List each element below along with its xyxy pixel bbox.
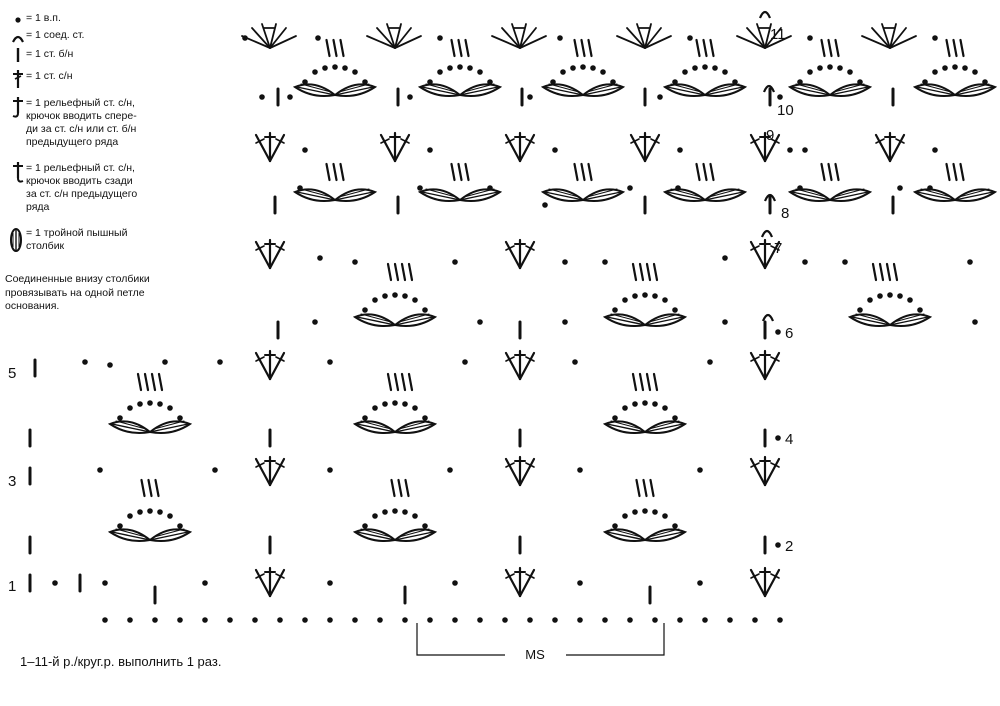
chain-stitch: [417, 185, 423, 191]
dc-cluster-v: [506, 240, 534, 268]
chain-arch: [612, 508, 678, 529]
chain-stitch: [327, 617, 333, 623]
chain-stitch: [302, 617, 308, 623]
puff-stitch-pair: [915, 84, 995, 96]
puff-stitch-pair: [605, 421, 685, 433]
chain-stitch: [677, 147, 683, 153]
chain-stitch: [677, 617, 683, 623]
chain-stitch: [452, 580, 458, 586]
dc-cluster-v: [256, 457, 284, 485]
row-number-8: 8: [781, 205, 790, 222]
chain-stitch: [317, 255, 323, 261]
chain-stitch: [312, 319, 318, 325]
chain-stitch: [777, 94, 783, 100]
legend-item-single-crochet: = 1 ст. б/н: [0, 48, 235, 62]
puff-stitch-pair: [605, 314, 685, 326]
chain-stitch: [327, 467, 333, 473]
chain-stitch: [227, 617, 233, 623]
chain-stitch: [97, 467, 103, 473]
slip-stitch: [763, 315, 773, 321]
chain-stitch: [675, 185, 681, 191]
puff-stitch-pair: [420, 189, 500, 201]
chain-stitch: [487, 185, 493, 191]
chain-arch: [672, 64, 738, 85]
chain-stitch: [527, 94, 533, 100]
dc-cluster-v: [751, 568, 779, 596]
chain-stitch: [437, 35, 443, 41]
post-stitches: [633, 264, 657, 280]
puff-stitch-pair: [665, 84, 745, 96]
row-number-7: 7: [774, 240, 783, 257]
dc-cluster-v: [751, 133, 779, 161]
dc-cluster-v: [751, 457, 779, 485]
chain-stitch: [447, 467, 453, 473]
chain-stitch: [775, 542, 781, 548]
chain-stitch: [452, 259, 458, 265]
puff-stitch-pair: [295, 84, 375, 96]
puff-stitch-pair: [110, 529, 190, 541]
row-number-6: 6: [785, 325, 794, 342]
chain-stitch: [552, 147, 558, 153]
slip-stitch: [760, 12, 770, 18]
post-stitches: [452, 164, 469, 180]
joined-stitches-note: Соединенные внизу столбики провязывать на одной петле основания.: [5, 273, 150, 312]
puff-stitch-pair: [355, 529, 435, 541]
legend-item-slip-stitch: = 1 соед. ст.: [0, 29, 235, 43]
dc-fan: [367, 24, 421, 48]
row-number-2: 2: [785, 538, 794, 555]
puff-stitch-pair: [420, 84, 500, 96]
chain-stitch: [352, 617, 358, 623]
chain-stitch: [259, 94, 265, 100]
puff-stitch-pair: [355, 421, 435, 433]
puff-stitch-pair: [110, 421, 190, 433]
chain-stitch: [572, 359, 578, 365]
chain-stitch: [727, 617, 733, 623]
chain-arch: [922, 64, 988, 85]
puff-stitch-pair: [295, 189, 375, 201]
chain-stitch: [542, 202, 548, 208]
chain-stitch: [427, 617, 433, 623]
chain-stitch: [577, 467, 583, 473]
chain-stitch: [177, 617, 183, 623]
dc-cluster-v: [631, 133, 659, 161]
chain-stitch: [327, 580, 333, 586]
dc-fan: [617, 24, 671, 48]
puff-stitch-pair: [915, 189, 995, 201]
chain-stitch: [202, 617, 208, 623]
chain-stitch: [802, 259, 808, 265]
legend-item-chain: = 1 в.п.: [0, 12, 235, 26]
chain-stitch: [777, 617, 783, 623]
dc-cluster-v: [256, 568, 284, 596]
chain-stitch: [327, 359, 333, 365]
post-stitches: [633, 374, 657, 390]
chain-stitch: [897, 185, 903, 191]
dc-cluster-v: [381, 133, 409, 161]
dc-cluster-v: [256, 240, 284, 268]
chain-stitch: [462, 359, 468, 365]
chain-stitch: [252, 617, 258, 623]
slip-stitch: [762, 231, 772, 237]
chain-stitch: [82, 359, 88, 365]
chain-stitch: [722, 319, 728, 325]
chain-arch: [117, 400, 183, 421]
chain-stitch: [797, 185, 803, 191]
chain-arch: [550, 64, 616, 85]
chain-stitch: [967, 259, 973, 265]
chain-stitch: [102, 617, 108, 623]
chain-stitch: [402, 617, 408, 623]
row-number-10: 10: [777, 102, 794, 119]
chain-stitch: [127, 617, 133, 623]
chain-stitch: [722, 255, 728, 261]
chain-stitch: [707, 359, 713, 365]
chain-stitch: [562, 259, 568, 265]
chain-arch: [612, 292, 678, 313]
chain-stitch: [377, 617, 383, 623]
legend-item-puff-stitch: = 1 тройной пышный столбик: [0, 227, 235, 257]
chain-stitch: [652, 617, 658, 623]
puff-stitch-pair: [665, 189, 745, 201]
puff-stitch-pair: [543, 189, 623, 201]
legend-item-back-post-dc: = 1 рельефный ст. с/н, крючок вводить сзади за ст. с/н предыдущего ряда: [0, 162, 235, 218]
puff-stitch-pair: [605, 529, 685, 541]
puff-stitch-pair: [850, 314, 930, 326]
row-number-11: 11: [770, 26, 786, 43]
chain-stitch: [577, 580, 583, 586]
chain-stitch: [302, 147, 308, 153]
post-stitches: [142, 480, 159, 496]
chain-stitch: [477, 617, 483, 623]
chain-stitch: [552, 617, 558, 623]
chain-stitch: [427, 147, 433, 153]
chain-stitch: [842, 259, 848, 265]
chain-stitch: [657, 94, 663, 100]
chain-stitch: [407, 94, 413, 100]
dc-cluster-v: [256, 351, 284, 379]
post-stitches: [947, 164, 964, 180]
post-stitches: [947, 40, 964, 56]
chain-arch: [117, 508, 183, 529]
dc-cluster-v: [751, 351, 779, 379]
chain-stitch: [242, 35, 248, 41]
chain-stitch: [702, 617, 708, 623]
chain-stitch: [932, 35, 938, 41]
chain-arch: [362, 292, 428, 313]
chain-stitch: [602, 259, 608, 265]
footer-instruction: 1–11-й р./круг.р. выполнить 1 раз.: [20, 654, 222, 669]
chain-stitch: [452, 617, 458, 623]
chain-stitch: [602, 617, 608, 623]
chain-stitch: [217, 359, 223, 365]
chain-stitch: [352, 259, 358, 265]
chain-stitch: [807, 35, 813, 41]
post-stitches: [452, 40, 469, 56]
chain-stitch: [107, 362, 113, 368]
dc-fan: [862, 24, 916, 48]
post-stitches: [873, 264, 897, 280]
chain-stitch: [802, 147, 808, 153]
chain-arch: [427, 64, 493, 85]
chain-stitch: [562, 319, 568, 325]
post-stitches: [392, 480, 409, 496]
post-stitches: [138, 374, 162, 390]
chain-stitch: [477, 319, 483, 325]
chain-stitch: [52, 580, 58, 586]
repeat-label: MS: [525, 647, 545, 662]
post-stitches: [822, 164, 839, 180]
dc-cluster-v: [256, 133, 284, 161]
chain-stitch: [152, 617, 158, 623]
puff-stitch-pair: [790, 84, 870, 96]
chain-stitch: [775, 329, 781, 335]
chain-stitch: [315, 35, 321, 41]
dc-cluster-v: [876, 133, 904, 161]
chain-stitch: [162, 359, 168, 365]
post-stitches: [697, 164, 714, 180]
chain-stitch: [287, 94, 293, 100]
chain-stitch: [627, 185, 633, 191]
dc-cluster-v: [506, 351, 534, 379]
dc-cluster-v: [506, 133, 534, 161]
row-number-1: 1: [8, 578, 17, 595]
chain-stitch: [697, 580, 703, 586]
chain-stitch: [697, 467, 703, 473]
post-stitches: [822, 40, 839, 56]
legend-item-front-post-dc: = 1 рельефный ст. с/н, крючок вводить спере- ди за ст. с/н или ст. б/н предыдущего ряда: [0, 97, 235, 153]
chain-arch: [302, 64, 368, 85]
row-number-5: 5: [8, 365, 17, 382]
row-number-3: 3: [8, 473, 17, 490]
chain-stitch: [277, 617, 283, 623]
post-stitches: [327, 40, 344, 56]
chain-arch: [362, 508, 428, 529]
post-stitches: [697, 40, 714, 56]
chain-stitch: [102, 580, 108, 586]
chain-stitch: [787, 147, 793, 153]
repeat-bracket: [417, 623, 664, 662]
chain-arch: [612, 400, 678, 421]
chain-stitch: [557, 35, 563, 41]
chain-stitch: [775, 435, 781, 441]
chain-stitch: [972, 319, 978, 325]
chain-stitch: [577, 617, 583, 623]
row-number-9: 9: [766, 127, 775, 144]
chain-stitch: [687, 35, 693, 41]
chain-arch: [857, 292, 923, 313]
row-number-4: 4: [785, 431, 794, 448]
post-stitches: [388, 374, 412, 390]
dc-fan: [242, 24, 296, 48]
dc-cluster-v: [506, 457, 534, 485]
dc-cluster-v: [506, 568, 534, 596]
chart-symbols: [30, 12, 995, 623]
post-stitches: [388, 264, 412, 280]
chain-stitch: [502, 617, 508, 623]
puff-stitch-pair: [355, 314, 435, 326]
puff-stitch-pair: [790, 189, 870, 201]
chain-stitch: [297, 185, 303, 191]
post-stitches: [575, 164, 592, 180]
chain-stitch: [212, 467, 218, 473]
post-stitches: [637, 480, 654, 496]
chain-stitch: [752, 617, 758, 623]
chain-stitch: [627, 617, 633, 623]
puff-stitch-pair: [543, 84, 623, 96]
chain-stitch: [527, 617, 533, 623]
chain-stitch: [927, 185, 933, 191]
chain-arch: [362, 400, 428, 421]
chain-arch: [797, 64, 863, 85]
post-stitches: [575, 40, 592, 56]
chain-stitch: [202, 580, 208, 586]
dc-fan: [492, 24, 546, 48]
chain-stitch: [932, 147, 938, 153]
post-stitches: [327, 164, 344, 180]
legend-item-double-crochet: = 1 ст. с/н: [0, 70, 235, 84]
